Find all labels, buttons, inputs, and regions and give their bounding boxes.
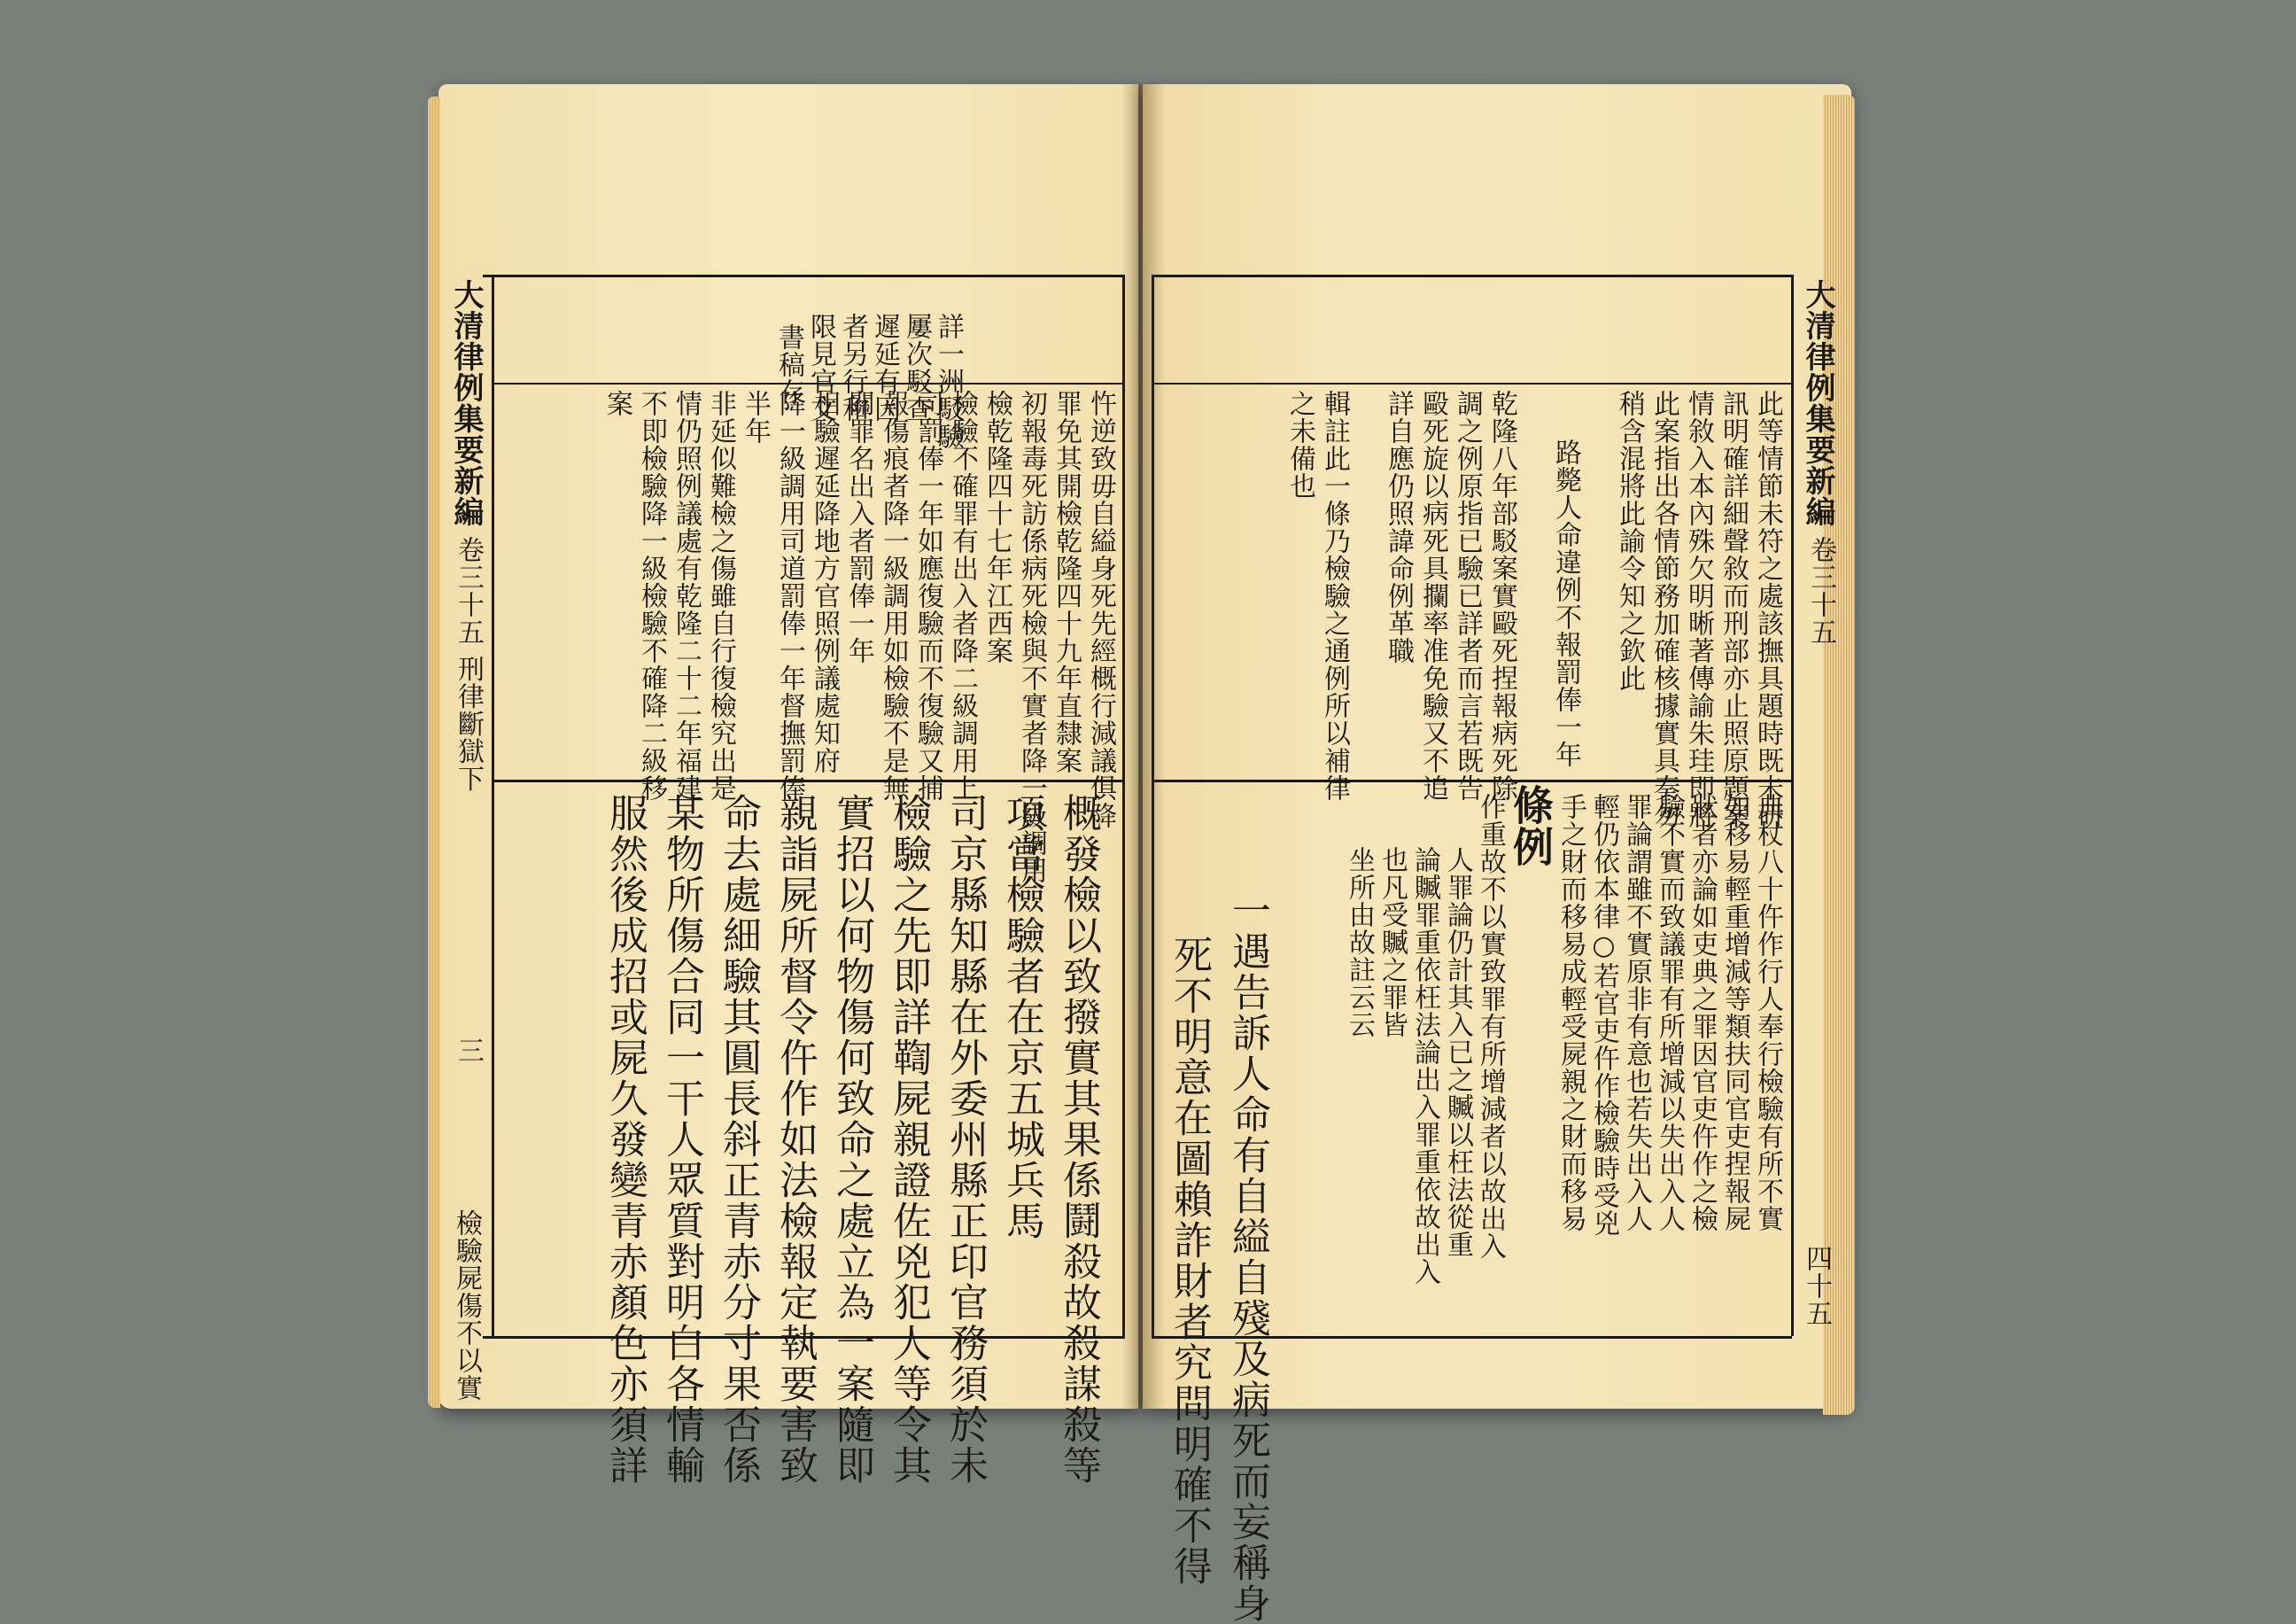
text-column: 檢乾隆四十七年江西案 xyxy=(981,390,1012,664)
text-column: 司罰俸一年如應復驗而不復驗又捕 xyxy=(912,390,943,802)
left-spine-title: 大清律例集要新編 xyxy=(448,279,484,527)
text-column: 乾隆八年部駁案實毆死捏報病死除 xyxy=(1486,390,1517,802)
left-spine-folio: 三 xyxy=(453,1037,484,1064)
text-column: 路斃人命違例不報罰俸一年 xyxy=(1550,439,1581,768)
text-column: 狀者亦論如吏典之罪因官吏仵作之檢 xyxy=(1687,793,1718,1232)
text-column: 典杖八十仵作行人奉行檢驗有所不實 xyxy=(1752,793,1783,1232)
top-note-line: 詳一洲駁驗 xyxy=(933,313,964,450)
text-column-large: 命去處細驗其圓長斜正青赤分寸果否係 xyxy=(716,793,761,1486)
right-page xyxy=(1143,84,1851,1624)
text-column-large: 概發檢以致撥實其果係鬪殺故殺謀殺等 xyxy=(1056,793,1101,1486)
right-spine-rule xyxy=(1791,275,1794,1336)
right-header-rule xyxy=(1152,383,1791,385)
left-running-footer: 檢驗屍傷不以實 xyxy=(451,1209,482,1402)
top-note-line: 限見官文 xyxy=(805,313,836,423)
text-column: 人罪論仍計其入已之贓以枉法從重 xyxy=(1442,846,1473,1258)
text-column: 訊明確詳細聲敘而刑部亦止照原題案 xyxy=(1718,390,1749,829)
text-column-large: 親詣屍所督令仵作如法檢報定執要害致 xyxy=(772,793,818,1486)
left-spine-rule xyxy=(492,275,494,1336)
top-note-line: 遲延有因 xyxy=(869,313,900,423)
open-book xyxy=(438,84,1869,1624)
text-column-large: 某物所傷合同一干人眾質對明白各情輸 xyxy=(659,793,704,1486)
tiaoli-heading: 條例 xyxy=(1507,784,1555,867)
text-column: 如移易輕重增減等類扶同官吏捏報屍 xyxy=(1719,793,1750,1232)
text-column: 輕仍依本律○若官吏仵作檢驗時受兇 xyxy=(1588,793,1619,1237)
text-column: 也凡受贓之罪皆 xyxy=(1377,846,1408,1038)
text-column: 坐所由故註云云 xyxy=(1344,846,1375,1038)
text-column: 詳自應仍照諱命例革職 xyxy=(1383,390,1414,664)
text-column: 不即檢驗降一級檢驗不確降二級移 xyxy=(636,390,667,802)
book-gutter xyxy=(1121,84,1165,1409)
text-column: 輯註此一條乃檢驗之通例所以補律 xyxy=(1319,390,1350,802)
text-column: 非延似難檢之傷雖自行復檢究出是 xyxy=(705,390,736,802)
text-column-large: 服然後成招或屍久發變青赤顏色亦須詳 xyxy=(602,793,648,1486)
text-column: 此案指出各情節務加確核據實具奏勿 xyxy=(1648,390,1679,829)
text-column: 論贓罪重依枉法論出入罪重依故出入 xyxy=(1409,846,1440,1286)
text-column: 作重故不以實致罪有所增減者以故出入 xyxy=(1475,793,1506,1260)
top-note-line: 者另行和 xyxy=(837,313,868,423)
text-column: 降一級調用司道罰俸一年督撫罰俸 xyxy=(774,390,805,802)
text-column: 手之財而移易成輕受屍親之財而移易 xyxy=(1555,793,1586,1232)
top-note-line: 屢次駁查 xyxy=(901,313,932,423)
top-note-line: 書稿存 xyxy=(773,323,804,406)
left-spine-section: 卷三十五 刑律斷獄下 xyxy=(453,536,484,793)
right-page-number: 四十五 xyxy=(1801,1245,1832,1327)
text-column: 罪免其開檢乾隆四十九年直隸案 xyxy=(1051,390,1082,774)
text-column: 情仍照例議處有乾隆二十二年福建 xyxy=(671,390,702,802)
right-spine-section: 卷三十五 xyxy=(1805,536,1836,646)
text-column-large: 司京縣知縣在外委州縣正印官務須於未 xyxy=(942,793,988,1486)
text-column: 罪論謂雖不實原非有意也若失出入人 xyxy=(1621,793,1652,1232)
text-column: 檢驗不確罪有出入者降二級調用上 xyxy=(947,390,978,802)
left-page xyxy=(438,84,1138,1486)
right-spine-title: 大清律例集要新編 xyxy=(1800,279,1835,527)
text-column: 半年 xyxy=(740,390,771,445)
text-column: 報傷痕者降一級調用如檢驗不是無 xyxy=(878,390,909,802)
text-column: 調之例原指已驗已詳者而言若既告 xyxy=(1452,390,1483,802)
text-column: 相驗遲延降地方官照例議處知府 xyxy=(809,390,840,774)
text-column: 情敘入本內殊欠明晰著傳諭朱珪即將 xyxy=(1683,390,1714,829)
text-column-large: 項當檢驗者在京五城兵馬 xyxy=(999,793,1044,1241)
text-column: 此等情節未符之處該撫具題時既未研 xyxy=(1752,390,1783,829)
text-column: 之未備也 xyxy=(1284,390,1315,500)
text-column: 驗不實而致議罪有所增減以失出入人 xyxy=(1654,793,1685,1232)
text-column: 稍含混將此諭令知之欽此 xyxy=(1614,390,1645,692)
text-column: 忤逆致毋自縊身死先經概行減議俱降 xyxy=(1085,390,1116,829)
text-column: 毆死旋以病死具攔率准免驗又不追 xyxy=(1417,390,1448,802)
text-column-large: 死不明意在圖賴詐財者究問明確不得 xyxy=(1167,935,1212,1587)
text-column: 案 xyxy=(601,390,632,417)
text-column-large: 檢驗之先即詳鞫屍親證佐兇犯人等令其 xyxy=(886,793,931,1486)
left-page-edge xyxy=(428,97,440,1408)
text-column: 關罪名出入者罰俸一年 xyxy=(843,390,874,664)
text-column-large: 一遇告訴人命有自縊自殘及病死而妄稱身 xyxy=(1225,890,1270,1624)
text-column: 初報毒死訪係病死檢與不實者降一級調用 xyxy=(1016,390,1047,884)
text-column-large: 實招以何物傷何致命之處立為一案隨即 xyxy=(829,793,874,1486)
